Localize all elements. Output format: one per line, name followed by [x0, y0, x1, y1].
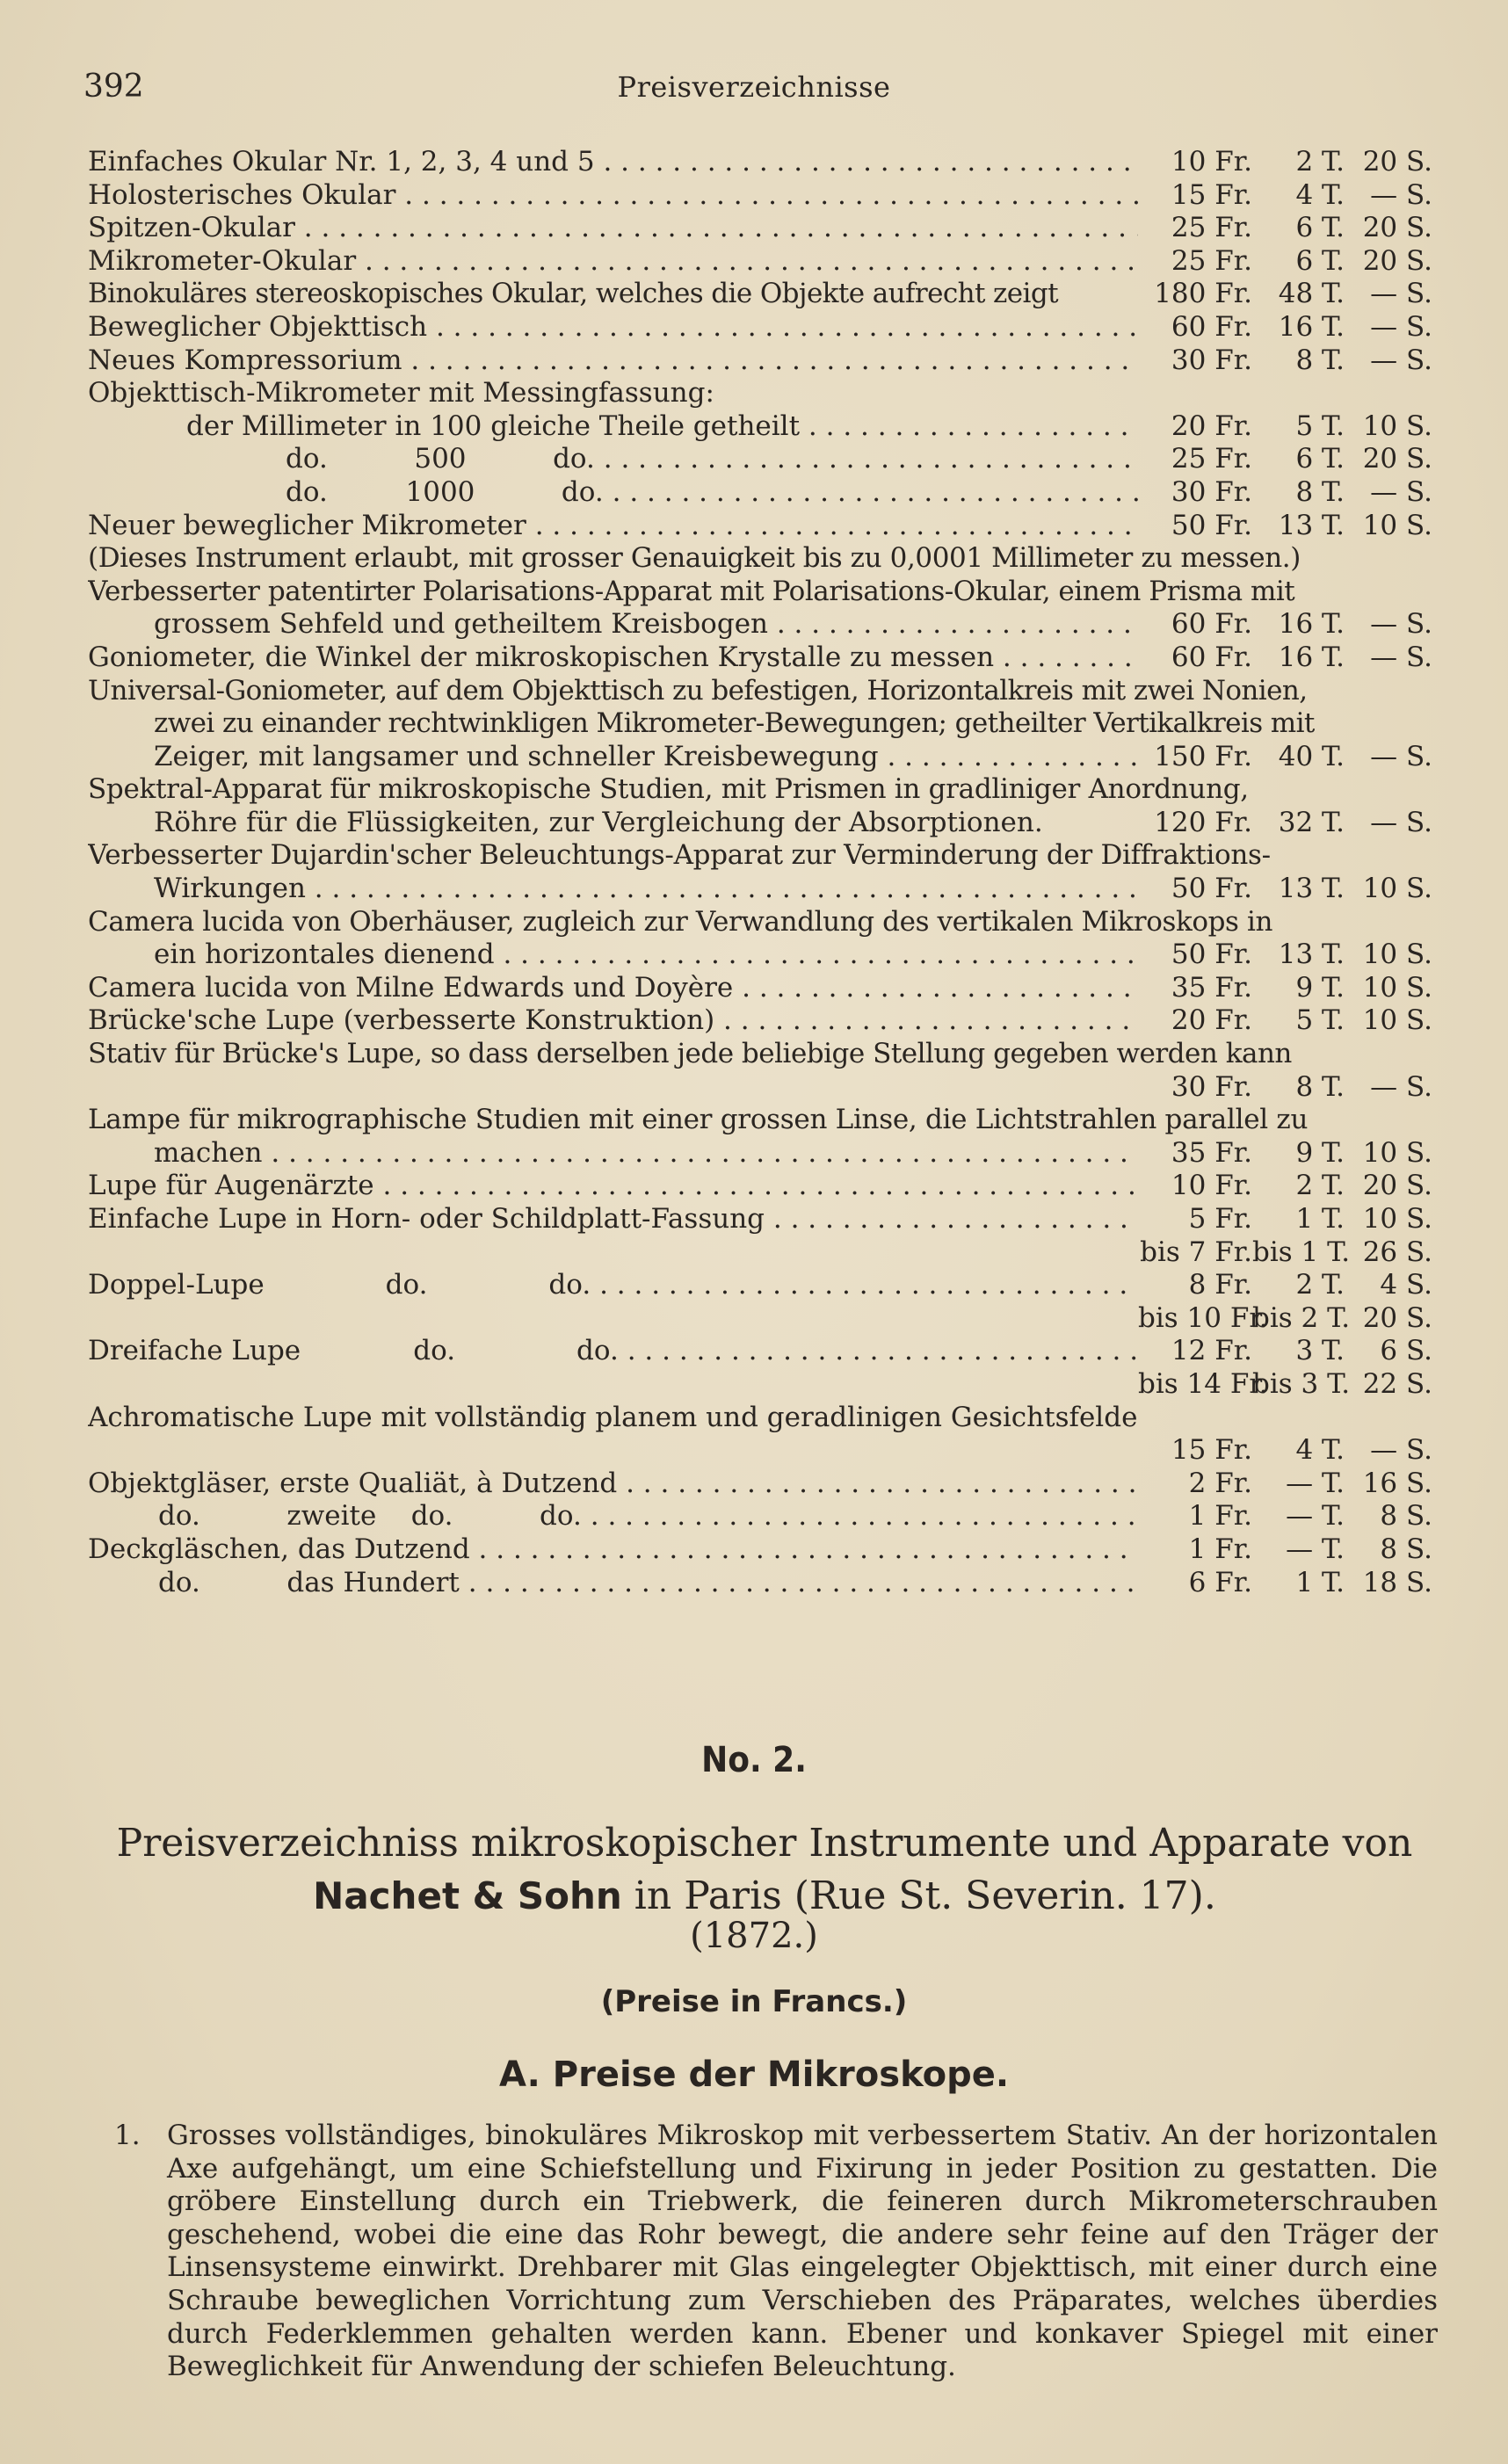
price-silbergroschen: 10 S. [1362, 1004, 1432, 1037]
price-row [88, 1567, 1432, 1600]
price-silbergroschen: — S. [1370, 278, 1432, 310]
price-thaler: 8 T. [1295, 1070, 1345, 1103]
price-row [88, 1335, 1432, 1368]
price-thaler: — T. [1286, 1467, 1345, 1499]
price-silbergroschen: 10 S. [1362, 1136, 1432, 1169]
price-row [88, 1500, 1432, 1533]
price-silbergroschen: 18 S. [1362, 1566, 1432, 1598]
price-francs: 60 Fr. [1171, 641, 1252, 673]
price-thaler: bis 2 T. [1252, 1301, 1351, 1334]
price-silbergroschen: 10 S. [1362, 509, 1432, 541]
item-description: Einfaches Okular Nr. 1, 2, 3, 4 und 5 . . . [88, 146, 1138, 178]
price-silbergroschen: 20 S. [1362, 146, 1432, 178]
page-number: 392 [83, 69, 144, 105]
item-description: Brücke'sche Lupe (verbesserte Konstruktion) . . . [88, 1004, 1138, 1036]
item-description: Dreifache Lupe do. do. . . . [88, 1335, 1138, 1366]
price-francs: 120 Fr. [1154, 806, 1252, 838]
price-thaler: 9 T. [1295, 1136, 1345, 1169]
price-silbergroschen: — S. [1370, 1070, 1432, 1103]
price-thaler: 9 T. [1295, 971, 1345, 1004]
price-thaler: bis 1 T. [1252, 1236, 1351, 1268]
item-description: Objekttisch-Mikrometer mit Messingfassung: [88, 377, 714, 409]
item-number: 1. [114, 2120, 141, 2151]
item-description: Lampe für mikrographische Studien mit einer grossen Linse, die Lichtstrahlen parallel zu [88, 1104, 1309, 1136]
price-row [88, 1402, 1432, 1435]
price-francs: 10 Fr. [1171, 1170, 1252, 1202]
price-silbergroschen: — S. [1370, 641, 1432, 673]
item-description: Neuer beweglicher Mikrometer . . . [88, 510, 1138, 541]
price-thaler: 8 T. [1295, 475, 1345, 508]
item-description: Universal-Goniometer, auf dem Objekttisch zu befestigen, Horizontalkreis mit zwei Nonien, [88, 674, 1308, 707]
item-description: Holosterisches Okular . . . [88, 179, 1138, 211]
price-francs: 12 Fr. [1171, 1335, 1252, 1367]
item-description: Röhre für die Flüssigkeiten, zur Vergleichung der Absorptionen. [154, 806, 1043, 838]
price-thaler: 16 T. [1278, 608, 1345, 641]
price-row [88, 906, 1432, 939]
price-thaler: 1 T. [1295, 1203, 1345, 1235]
price-row [88, 1434, 1432, 1468]
price-francs: 30 Fr. [1171, 475, 1252, 508]
price-silbergroschen: 20 S. [1362, 1170, 1432, 1202]
price-francs: 50 Fr. [1171, 873, 1252, 905]
price-row [88, 873, 1432, 906]
price-row [88, 443, 1432, 476]
price-francs: 25 Fr. [1171, 443, 1252, 475]
price-silbergroschen: — S. [1370, 806, 1432, 838]
catalog-item [114, 2120, 1438, 2384]
price-row [88, 1302, 1432, 1336]
item-description: do. 500 do. . . . [286, 443, 1138, 475]
catalog-number: No. 2. [701, 1740, 807, 1780]
price-silbergroschen: — S. [1370, 344, 1432, 376]
price-silbergroschen: 10 S. [1362, 938, 1432, 971]
price-thaler: 13 T. [1278, 873, 1345, 905]
item-description: Verbesserter Dujardin'scher Beleuchtungs-Apparat zur Verminderung der Diffraktions- [88, 839, 1271, 872]
price-thaler: 8 T. [1295, 344, 1345, 376]
price-row [88, 344, 1432, 378]
catalog-title-line2 [97, 1870, 1432, 1923]
price-row [88, 675, 1432, 708]
price-thaler: 13 T. [1278, 938, 1345, 971]
price-silbergroschen: 10 S. [1362, 971, 1432, 1004]
price-francs: bis 10 Fr. [1138, 1301, 1268, 1334]
item-text: Grosses vollständiges, binokuläres Mikroskop mit verbessertem Stativ. An der horizontalen Axe aufgehängt, um eine Schiefstellung und Fixirung in jeder Position zu gestatten. Die gröbere Einstellung durch ein Triebwerk, die feineren durch Mikrometerschrauben geschehend, wobei die eine das Rohr bewegt, die andere sehr feine auf den Träger der Linsensysteme einwirkt. Drehbarer mit Glas eingelegter Objekttisch, mit einer durch eine Schraube beweglichen Vorrichtung zum Verschieben des Präparates, welches überdies durch Federklemmen gehalten werden kann. Ebener und konkaver Spiegel mit einer Beweglichkeit für Anwendung der schiefen Beleuchtung. [167, 2120, 1438, 2383]
price-thaler: 6 T. [1295, 443, 1345, 475]
item-description: Spektral-Apparat für mikroskopische Studien, mit Prismen in gradliniger Anordnung, [88, 773, 1249, 806]
price-thaler: 13 T. [1278, 509, 1345, 541]
price-francs: 50 Fr. [1171, 509, 1252, 541]
price-row [88, 1038, 1432, 1071]
price-francs: 30 Fr. [1171, 1070, 1252, 1103]
price-francs: bis 14 Fr. [1138, 1367, 1268, 1400]
price-silbergroschen: 6 S. [1380, 1335, 1432, 1367]
price-row [88, 839, 1432, 873]
item-description: zwei zu einander rechtwinkligen Mikrometer-Bewegungen; getheilter Vertikalkreis mit [154, 707, 1315, 740]
price-thaler: 3 T. [1295, 1335, 1345, 1367]
price-row [88, 476, 1432, 510]
item-description: Goniometer, die Winkel der mikroskopischen Krystalle zu messen . . . [88, 641, 1138, 673]
item-description: Achromatische Lupe mit vollständig planem und geradlinigen Gesichtsfelde [88, 1401, 1138, 1433]
price-thaler: 6 T. [1295, 212, 1345, 244]
price-thaler: 4 T. [1295, 1434, 1345, 1467]
price-row [88, 1236, 1432, 1270]
price-row [88, 410, 1432, 444]
maker-address: in Paris (Rue St. Severin. 17). [621, 1873, 1216, 1918]
price-francs: 10 Fr. [1171, 146, 1252, 178]
price-row [88, 212, 1432, 245]
price-francs: 60 Fr. [1171, 608, 1252, 641]
price-thaler: 2 T. [1295, 1170, 1345, 1202]
price-silbergroschen: — S. [1370, 1434, 1432, 1467]
price-list [88, 146, 1432, 1599]
price-thaler: 48 T. [1278, 278, 1345, 310]
price-silbergroschen: 10 S. [1362, 409, 1432, 442]
price-francs: 5 Fr. [1188, 1203, 1252, 1235]
item-description: Spitzen-Okular . . . [88, 212, 1138, 243]
price-silbergroschen: 20 S. [1362, 443, 1432, 475]
page-header [83, 69, 1425, 112]
price-row [88, 1004, 1432, 1038]
item-description: Camera lucida von Milne Edwards und Doyère . . . [88, 972, 1138, 1004]
price-thaler: 16 T. [1278, 310, 1345, 343]
item-description: Objektgläser, erste Qualiät, à Dutzend . . . [88, 1468, 1138, 1499]
price-francs: 60 Fr. [1171, 310, 1252, 343]
catalog-title-line1: Preisverzeichniss mikroskopischer Instrumente und Apparate von [116, 1821, 1413, 1866]
price-francs: 25 Fr. [1171, 244, 1252, 277]
item-description: Beweglicher Objekttisch . . . [88, 311, 1138, 343]
price-row [88, 278, 1432, 311]
price-silbergroschen: 8 S. [1380, 1500, 1432, 1533]
price-francs: 50 Fr. [1171, 938, 1252, 971]
price-silbergroschen: — S. [1370, 178, 1432, 211]
price-thaler: 2 T. [1295, 1269, 1345, 1301]
price-silbergroschen: 20 S. [1362, 244, 1432, 277]
item-description: Verbesserter patentirter Polarisations-Apparat mit Polarisations-Okular, einem Prisma mit [88, 575, 1295, 607]
price-silbergroschen: 22 S. [1362, 1367, 1432, 1400]
price-francs: bis 7 Fr. [1140, 1236, 1252, 1268]
price-silbergroschen: 8 S. [1380, 1533, 1432, 1565]
catalog-year: (1872.) [690, 1916, 818, 1956]
price-row [88, 1170, 1432, 1203]
item-description: Einfache Lupe in Horn- oder Schildplatt-Fassung . . . [88, 1203, 1138, 1235]
price-row [88, 576, 1432, 609]
running-title: Preisverzeichnisse [617, 70, 891, 104]
item-description: Zeiger, mit langsamer und schneller Kreisbewegung . . . [154, 741, 1138, 772]
price-row [88, 1368, 1432, 1402]
price-row [88, 1104, 1432, 1137]
price-row [88, 1203, 1432, 1236]
price-row [88, 972, 1432, 1005]
price-francs: 2 Fr. [1188, 1467, 1252, 1499]
item-description: Mikrometer-Okular . . . [88, 245, 1138, 277]
price-thaler: — T. [1286, 1533, 1345, 1565]
price-francs: 20 Fr. [1171, 409, 1252, 442]
price-row [88, 1137, 1432, 1170]
price-silbergroschen: — S. [1370, 740, 1432, 772]
price-francs: 15 Fr. [1171, 178, 1252, 211]
price-row [88, 741, 1432, 774]
item-description: Deckgläschen, das Dutzend . . . [88, 1533, 1138, 1565]
price-row [88, 807, 1432, 840]
item-description: Camera lucida von Oberhäuser, zugleich zur Verwandlung des vertikalen Mikroskops in [88, 905, 1273, 938]
price-thaler: 40 T. [1278, 740, 1345, 772]
catalog-title [97, 1817, 1432, 1923]
price-note [88, 542, 1432, 576]
item-description: do. das Hundert . . . [158, 1567, 1138, 1598]
item-description: Stativ für Brücke's Lupe, so dass derselben jede beliebige Stellung gegeben werden kann [88, 1038, 1292, 1070]
price-francs: 6 Fr. [1188, 1566, 1252, 1598]
price-silbergroschen: — S. [1370, 310, 1432, 343]
price-thaler: — T. [1286, 1500, 1345, 1533]
price-row [88, 773, 1432, 807]
item-description: grossem Sehfeld und getheiltem Kreisbogen . . . [154, 608, 1138, 640]
item-description: der Millimeter in 100 gleiche Theile getheilt . . . [186, 410, 1138, 442]
price-silbergroschen: 26 S. [1362, 1236, 1432, 1268]
price-francs: 30 Fr. [1171, 344, 1252, 376]
price-row [88, 311, 1432, 344]
price-thaler: 5 T. [1295, 1004, 1345, 1037]
price-row [88, 1269, 1432, 1302]
item-description: machen . . . [154, 1137, 1138, 1169]
price-row [88, 707, 1432, 741]
price-francs: 25 Fr. [1171, 212, 1252, 244]
item-description: Wirkungen . . . [154, 873, 1138, 904]
section-heading: A. Preise der Mikroskope. [498, 2055, 1010, 2095]
price-silbergroschen: 10 S. [1362, 873, 1432, 905]
price-thaler: 16 T. [1278, 641, 1345, 673]
price-row [88, 179, 1432, 213]
price-row [88, 146, 1432, 179]
price-francs: 20 Fr. [1171, 1004, 1252, 1037]
currency-note: (Preise in Francs.) [600, 1984, 908, 2019]
price-silbergroschen: 20 S. [1362, 212, 1432, 244]
item-description: do. 1000 do. . . . [286, 476, 1138, 508]
price-francs: 1 Fr. [1188, 1533, 1252, 1565]
price-thaler: bis 3 T. [1252, 1367, 1351, 1400]
item-description: ein horizontales dienend . . . [154, 938, 1138, 970]
price-francs: 1 Fr. [1188, 1500, 1252, 1533]
item-description: Neues Kompressorium . . . [88, 344, 1138, 376]
item-description: Binokuläres stereoskopisches Okular, welches die Objekte aufrecht zeigt [88, 278, 1058, 310]
price-thaler: 6 T. [1295, 244, 1345, 277]
price-row [88, 608, 1432, 641]
price-row [88, 510, 1432, 543]
price-silbergroschen: 4 S. [1380, 1269, 1432, 1301]
price-row [88, 1468, 1432, 1501]
price-silbergroschen: 10 S. [1362, 1203, 1432, 1235]
price-row [88, 1533, 1432, 1567]
price-francs: 8 Fr. [1188, 1269, 1252, 1301]
price-thaler: 32 T. [1278, 806, 1345, 838]
price-silbergroschen: 16 S. [1362, 1467, 1432, 1499]
price-francs: 35 Fr. [1171, 971, 1252, 1004]
price-francs: 35 Fr. [1171, 1136, 1252, 1169]
price-thaler: 2 T. [1295, 146, 1345, 178]
price-francs: 15 Fr. [1171, 1434, 1252, 1467]
price-row [88, 938, 1432, 972]
price-row [88, 1071, 1432, 1105]
price-francs: 150 Fr. [1154, 740, 1252, 772]
item-note: (Dieses Instrument erlaubt, mit grosser Genauigkeit bis zu 0,0001 Millimeter zu messen.) [88, 542, 1301, 575]
price-thaler: 5 T. [1295, 409, 1345, 442]
maker-name: Nachet & Sohn [313, 1874, 622, 1917]
price-silbergroschen: 20 S. [1362, 1301, 1432, 1334]
item-description: Lupe für Augenärzte . . . [88, 1170, 1138, 1201]
price-thaler: 1 T. [1295, 1566, 1345, 1598]
price-silbergroschen: — S. [1370, 475, 1432, 508]
item-description: Doppel-Lupe do. do. . . . [88, 1269, 1138, 1301]
price-row [88, 641, 1432, 675]
price-thaler: 4 T. [1295, 178, 1345, 211]
price-group-heading [88, 377, 1432, 410]
price-silbergroschen: — S. [1370, 608, 1432, 641]
item-description: do. zweite do. do. . . . [158, 1500, 1138, 1532]
price-francs: 180 Fr. [1154, 278, 1252, 310]
price-row [88, 245, 1432, 279]
